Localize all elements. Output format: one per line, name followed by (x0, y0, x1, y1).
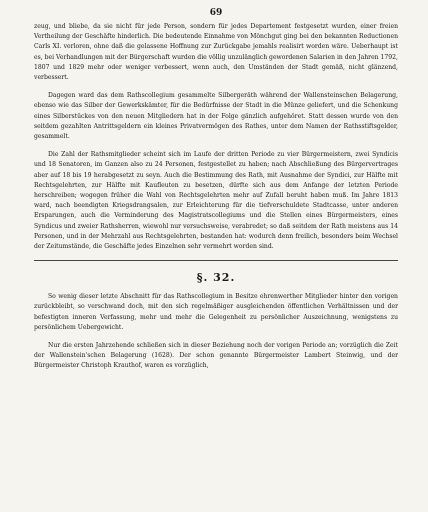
page-number: 69 (209, 8, 223, 18)
paragraph-continuation: zeug, und bliebe, da sie nicht für jede Person, sondern für jedes Departement festgesetzt wurden, einer freien Vertheilung der Geschäfte hinderlich. Die bedeutende Einnahme von Mönchgut ging bei den bekannten Reductionen Carls XI. verloren, ohne daß die gelassene Hoffnung zur Zurückgabe jemahls realisirt worden wäre. Ueberhaupt ist es, bei Verhandlungen mit der Bürgerschaft wurden die völlig unzulänglich gewordenen Salarien in den Jahren 1792, 1807 und 1829 mehr oder weniger verbessert, wenn auch, den Umständen der Stadt gemäß, nicht glänzend, verbessert. (34, 23, 398, 82)
section-heading: §. 32. (196, 271, 236, 285)
paragraph-council-members: Die Zahl der Rathsmitglieder scheint sich im Laufe der dritten Periode zu vier Bürgermeistern, zwei Syndicis und 18 Senatoren, im Ganzen also zu 24 Personen, festgestellet zu haben; nach Abschließung des Bürgervertrages aber auf 18 bis 19 herabgesetzt zu seyn. Auch die Bestimmung des Rath, mit Ausnahme der Syndici, zur Hälfte mit Rechtsgelehrten, zur Hälfte mit Kaufleuten zu besetzen, dürfte sich aus dem Anfange der letzten Periode herschreiben; wogegen früher die Wahl von Rechtsgelehrten mehr auf Zufall beruht haben muß. Im Jahre 1813 ward, nach beendigten Kriegsdrangsalen, zur Erleichterung für die tiefverschuldete Stadtcasse, unter anderen Ersparungen, auch die Verminderung des Magistratscollegiums und die Stellen eines Bürgermeisters, eines Syndicus und zweier Rathsherren, wiewohl nur versuchsweise, verabredet; so daß seitdem der Rath meistens aus 14 Personen, und in der Mehrzahl aus Rechtsgelehrten, bestanden hat: wodurch denn freilich, besonders beim Wechsel der Zeitumstände, die Geschäfte jedes Einzelnen sehr vermehrt worden sind. (34, 151, 398, 251)
paragraph-last-period: So wenig dieser letzte Abschnitt für das Rathscollegium in Besitze ehrenwerther Mitglieder hinter den vorigen zurückbleibt, so verschwand doch, mit den sich regelmäßiger ausgleichenden öffentlichen Verhältnissen und der befestigten inneren Verfassung, mehr und mehr die Gelegenheit zu persönlicher Auszeichnung, wenigstens zu persönlichem Uebergewicht. (34, 293, 398, 331)
paragraph-silver: Dagegen ward das dem Rathscollegium gesammelte Silbergeräth während der Wallensteinschen Belagerung, ebenso wie das Silber der Gewerkskämter, für die Bedürfnisse der Stadt in die Münze geliefert, und die Schenkung eines Silberstückes von den neuen Mitgliedern hat in der Folge gänzlich aufgehöret. Statt dessen wurde von den seitdem gezahlten Antrittsgeldern ein kleines Privatvermögen des Rathes, unter dem Namen der Rathsstiftsgelder, gesammelt. (34, 92, 398, 141)
section-divider (34, 260, 398, 261)
paragraph-first-decades: Nur die ersten Jahrzehende schließen sich in dieser Beziehung noch der vorigen Periode an; vorzüglich die Zeit der Wallenstein'schen Belagerung (1628). Der schon genannte Bürgermeister Lambert Steinwig, und der Bürgermeister Christoph Krauthof, waren es vorzüglich, (34, 342, 398, 370)
